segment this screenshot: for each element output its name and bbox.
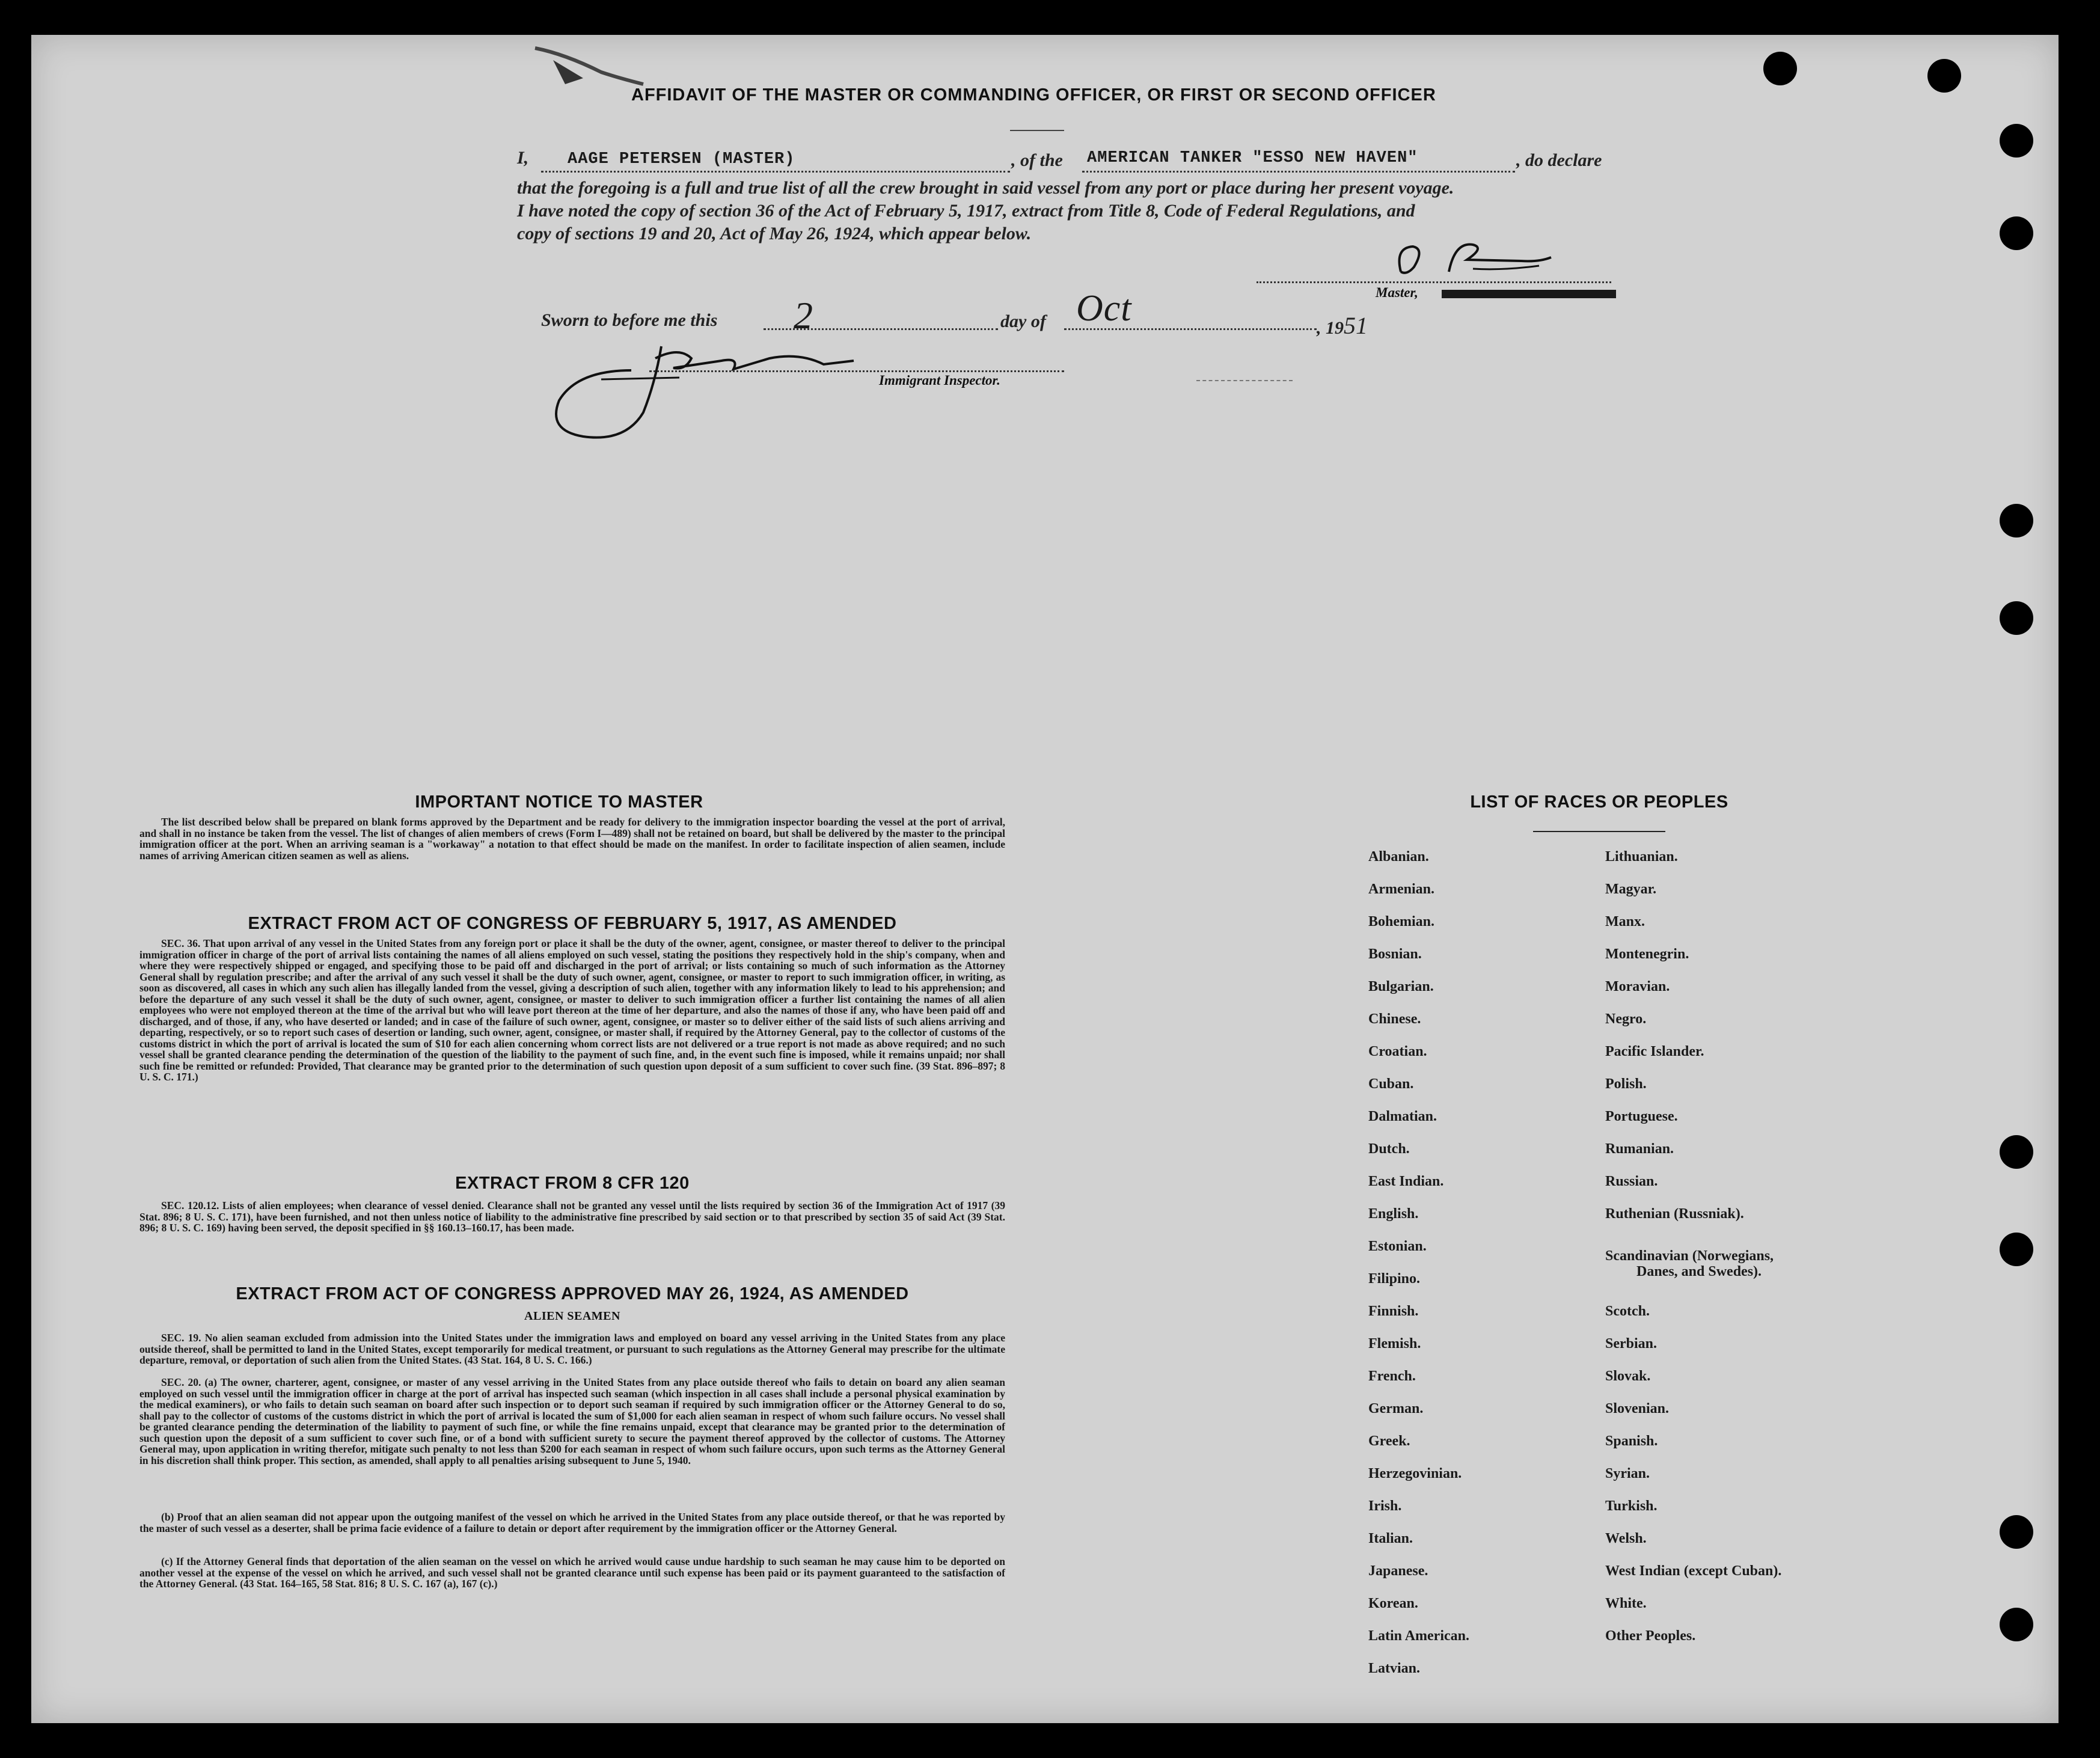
race-item: Cuban. xyxy=(1368,1076,1414,1092)
do-declare: , do declare xyxy=(1516,150,1602,170)
extract-1924-sec20a: SEC. 20. (a) The owner, charterer, agent, consignee, or master of any vessel arriving in the United States from any place outside thereof who fails to detain on board any alien seaman employed on such vessel until the immigration officer in charge at the port of arrival has inspected such seaman (which inspection in all cases shall include a personal physical examination by the medical examiners), or who fails to detain such seaman on board after such inspection or to deport such seaman if required by such immigration officer or the Attorney General to do so, shall pay to the collector of customs of the customs district in which the port of arrival is located the sum of $1,000 for each alien seaman in respect of whom such failure occurs. No vessel shall be granted clearance pending the determination of the liability to payment of such fine, or while the fine remains unpaid, except that clearance may be granted prior to the determination of such question upon the deposit of a sum sufficient to cover such fine, or of a bond with sufficient surety to secure the payment thereof approved by the collector of customs. The Attorney General may, upon application in writing therefor, mitigate such penalty to not less than $200 for each seaman in respect of whom such failure occurs, upon such terms as the Attorney General in his discretion shall think proper. This section, as amended, shall apply to all penalties arising subsequent to June 5, 1940. xyxy=(139,1376,1005,1466)
race-item: Irish. xyxy=(1368,1498,1402,1514)
race-item: Manx. xyxy=(1605,914,1645,930)
extract-cfr-text: SEC. 120.12. Lists of alien employees; when clearance of vessel denied. Clearance shall not be granted any vessel until the lists required by section 36 of the Immigration Act of 1917 (39 Stat. 896; 8 U. S. C. 171), have been furnished, and not then unless notice of liability to the administrative fine prescribed by said section or to that prescribed by section 35 of said Act (39 Stat. 896; 8 U. S. C. 169) having been served, the deposit specified in §§ 160.13–160.17, has been made. xyxy=(139,1199,1005,1234)
sworn-month: Oct xyxy=(1076,288,1132,329)
race-item: Croatian. xyxy=(1368,1044,1427,1059)
year-prefix-text: , 19 xyxy=(1317,318,1344,338)
extract-1924-sec20c: (c) If the Attorney General finds that deportation of the alien seaman on the vessel on which he arrived would cause undue hardship to such seaman he may cause him to be deported on another vessel at the expense of the vessel on which he arrived, and such vessel shall not be granted clearance until such expense has been paid or its payment guaranteed to the satisfaction of the Attorney General. (43 Stat. 164–165, 58 Stat. 816; 8 U. S. C. 167 (a), 167 (c).) xyxy=(139,1555,1005,1590)
punch-hole xyxy=(2000,1608,2033,1641)
affidavit-line-3: I have noted the copy of section 36 of the Act of February 5, 1917, extract from Title 8, Code of Federal Regulations, and xyxy=(517,201,1415,221)
sworn-month-line xyxy=(1064,328,1317,330)
race-item: German. xyxy=(1368,1401,1424,1417)
sworn-day: 2 xyxy=(794,294,813,337)
race-item: Welsh. xyxy=(1605,1531,1647,1546)
race-item: Herzegovinian. xyxy=(1368,1466,1462,1481)
race-item-continuation: Danes, and Swedes). xyxy=(1636,1264,1762,1279)
race-item: French. xyxy=(1368,1368,1416,1384)
extract-1924-sec20b: (b) Proof that an alien seaman did not appear upon the outgoing manifest of the vessel on which he arrived in the United States from any place outside thereof, or that he was reported by the master of such vessel as a deserter, shall be prima facie evidence of a failure to detain or deport after requirement by the immigration officer or the Attorney General. xyxy=(139,1511,1005,1534)
vessel-name-line xyxy=(1082,171,1515,173)
race-item: Polish. xyxy=(1605,1076,1647,1092)
race-item: Ruthenian (Russniak). xyxy=(1605,1206,1744,1222)
race-item: Moravian. xyxy=(1605,979,1670,994)
inspector-signature-line xyxy=(649,370,1064,372)
vessel-name: AMERICAN TANKER "ESSO NEW HAVEN" xyxy=(1087,149,1418,167)
divider xyxy=(1010,130,1064,131)
race-item: Italian. xyxy=(1368,1531,1413,1546)
race-item: Dutch. xyxy=(1368,1141,1410,1157)
extract-1924-subtitle: ALIEN SEAMEN xyxy=(524,1309,620,1323)
affidavit-line-1 xyxy=(517,148,528,168)
race-item: Negro. xyxy=(1605,1011,1647,1027)
races-rule xyxy=(1533,831,1665,832)
affidavit-prefix: I, xyxy=(517,148,529,168)
document-page xyxy=(31,35,2059,1723)
race-item: Turkish. xyxy=(1605,1498,1658,1514)
punch-hole xyxy=(2000,216,2033,250)
punch-hole xyxy=(2000,124,2033,158)
extract-cfr-title: EXTRACT FROM 8 CFR 120 xyxy=(455,1174,690,1193)
race-item: Finnish. xyxy=(1368,1303,1419,1319)
race-item: Greek. xyxy=(1368,1433,1410,1449)
race-item: English. xyxy=(1368,1206,1419,1222)
punch-hole xyxy=(2000,1233,2033,1266)
affidavit-line-2: that the foregoing is a full and true list of all the crew brought in said vessel from any port or place during her present voyage. xyxy=(517,178,1454,198)
sworn-day-line xyxy=(764,328,998,330)
race-item: Spanish. xyxy=(1605,1433,1658,1449)
race-item: Pacific Islander. xyxy=(1605,1044,1704,1059)
punch-hole xyxy=(2000,601,2033,635)
punch-hole xyxy=(1763,52,1797,85)
race-item: Syrian. xyxy=(1605,1466,1650,1481)
race-item: Slovak. xyxy=(1605,1368,1651,1384)
day-of: day of xyxy=(1000,311,1046,331)
notice-title: IMPORTANT NOTICE TO MASTER xyxy=(415,792,703,812)
race-item: Latin American. xyxy=(1368,1628,1469,1644)
extract-1917-text: SEC. 36. That upon arrival of any vessel in the United States from any foreign port or place it shall be the duty of the owner, agent, consignee, or master thereof to deliver to the principal immigration officer in charge of the port of arrival lists containing the names of all aliens employed on such vessel, stating the positions they respectively hold in the ship's company, when and where they were respectively shipped or engaged, and specifying those to be paid off and discharged in the port of arrival; or lists containing so much of such information as the Attorney General shall by regulation prescribe; and after the arrival of any such vessel it shall be the duty of such owner, agent, consignee, or master to report to such immigration officer, in writing, as soon as discovered, all cases in which any such alien has illegally landed from the vessel, giving a description of such alien, together with any information likely to lead to his apprehension; and before the departure of any such vessel it shall be the duty of such owner, agent, consignee, or master to deliver to such immigration officer a further list containing the names of all alien employees who were not employed thereon at the time of the arrival but who will leave port thereon at the time of her departure, and also the names of those if any, who have been paid off and discharged, and of those, if any, who have deserted or landed; and in case of the failure of such owner, agent, consignee, or master so to deliver either of the said lists of such aliens arriving and departing, respectively, or so to report such cases of desertion or landing, such owner, agent, consignee, or master shall, if required by the Attorney General, pay to the collector of customs of the customs district in which the port of arrival is located the sum of $10 for each alien concerning whom correct lists are not delivered or a true report is not made as above required; and no such vessel shall be granted clearance pending the determination of the question of the liability to the payment of such fine, and, in the event such fine is imposed, while it remains unpaid; nor shall such fine be remitted or refunded: Provided, That clearance may be granted prior to the determination of such question upon deposit of a sum sufficient to cover such fine. (39 Stat. 896–897; 8 U. S. C. 171.) xyxy=(139,937,1005,1083)
race-item: Bosnian. xyxy=(1368,946,1422,962)
races-title: LIST OF RACES OR PEOPLES xyxy=(1470,792,1728,812)
affidavit-of-the: , of the xyxy=(1011,150,1063,170)
race-item: Chinese. xyxy=(1368,1011,1421,1027)
race-item: Estonian. xyxy=(1368,1239,1427,1254)
sworn-prefix: Sworn to before me this xyxy=(541,310,718,330)
race-item: Russian. xyxy=(1605,1174,1658,1189)
punch-hole xyxy=(2000,504,2033,538)
race-item: Bohemian. xyxy=(1368,914,1435,930)
punch-hole xyxy=(2000,1135,2033,1169)
race-item: Other Peoples. xyxy=(1605,1628,1696,1644)
race-item: West Indian (except Cuban). xyxy=(1605,1563,1782,1579)
race-item: Magyar. xyxy=(1605,881,1657,897)
affidavit-line-4: copy of sections 19 and 20, Act of May 26, 1924, which appear below. xyxy=(517,224,1032,243)
race-item: Montenegrin. xyxy=(1605,946,1689,962)
year-prefix xyxy=(1317,311,1368,340)
race-item: Filipino. xyxy=(1368,1271,1421,1287)
affidavit-title: AFFIDAVIT OF THE MASTER OR COMMANDING OFFICER, OR FIRST OR SECOND OFFICER xyxy=(631,85,1436,105)
punch-hole xyxy=(2000,1515,2033,1549)
extract-1917-title: EXTRACT FROM ACT OF CONGRESS OF FEBRUARY 5, 1917, AS AMENDED xyxy=(248,914,897,933)
race-item: Dalmatian. xyxy=(1368,1109,1437,1124)
inspector-label: Immigrant Inspector. xyxy=(879,373,1000,388)
extract-1924-sec19: SEC. 19. No alien seaman excluded from admission into the United States under the immigration laws and employed on board any vessel arriving in the United States from any place outside thereof, shall be permitted to land in the United States, except temporarily for medical treatment, or pursuant to such regulations as the Attorney General may prescribe for the ultimate departure, removal, or deportation of such alien from the United States. (43 Stat. 164, 8 U. S. C. 166.) xyxy=(139,1332,1005,1366)
race-item: Latvian. xyxy=(1368,1661,1421,1676)
master-label: Master, xyxy=(1376,285,1418,300)
scan-artifact-icon xyxy=(529,36,649,90)
notice-text: The list described below shall be prepared on blank forms approved by the Department and be ready for delivery to the immigration inspector boarding the vessel at the port of arrival, and shall in no instance be taken from the vessel. The list of changes of alien members of crews (Form I—489) shall not be retained on board, but shall be delivered by the master to the principal immigration officer at the port. When an arriving seaman is a "workaway" a notation to that effect should be made on the manifest. In order to facilitate inspection of alien seamen, include names of arriving American citizen seamen as well as aliens. xyxy=(139,816,1005,862)
master-name-line xyxy=(541,171,1010,173)
year-value: 51 xyxy=(1344,312,1368,339)
race-item: Armenian. xyxy=(1368,881,1434,897)
race-item: East Indian. xyxy=(1368,1174,1444,1189)
race-item: Serbian. xyxy=(1605,1336,1658,1352)
race-item: Japanese. xyxy=(1368,1563,1428,1579)
race-item: Scandinavian (Norwegians, xyxy=(1605,1248,1774,1264)
extract-1924-title: EXTRACT FROM ACT OF CONGRESS APPROVED MAY 26, 1924, AS AMENDED xyxy=(236,1284,909,1303)
race-item: White. xyxy=(1605,1596,1647,1611)
punch-hole xyxy=(1927,59,1961,93)
race-item: Scotch. xyxy=(1605,1303,1650,1319)
inspector-signature xyxy=(541,334,878,449)
master-signature-line xyxy=(1257,281,1611,283)
race-item: Lithuanian. xyxy=(1605,849,1678,865)
master-name: AAGE PETERSEN (MASTER) xyxy=(568,150,795,168)
race-item: Albanian. xyxy=(1368,849,1429,865)
race-item: Slovenian. xyxy=(1605,1401,1670,1417)
faint-line xyxy=(1196,380,1293,381)
race-item: Korean. xyxy=(1368,1596,1418,1611)
race-item: Portuguese. xyxy=(1605,1109,1678,1124)
race-item: Flemish. xyxy=(1368,1336,1421,1352)
struck-out-text xyxy=(1442,290,1616,298)
race-item: Rumanian. xyxy=(1605,1141,1674,1157)
race-item: Bulgarian. xyxy=(1368,979,1434,994)
